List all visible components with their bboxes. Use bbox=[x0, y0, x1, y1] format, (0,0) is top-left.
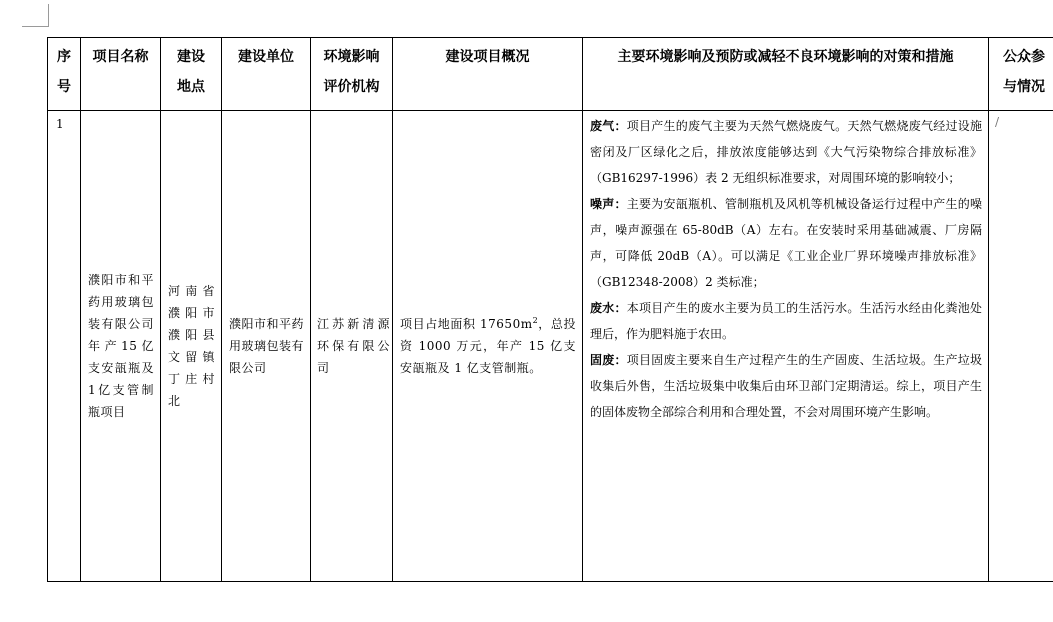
header-summary: 建设项目概况 bbox=[393, 38, 583, 111]
header-measures: 主要环境影响及预防或减轻不良环境影响的对策和措施 bbox=[583, 38, 989, 111]
header-no: 序 号 bbox=[48, 38, 81, 111]
cell-eval-org: 江苏新清源环保有限公司 bbox=[311, 111, 393, 582]
header-project-name: 项目名称 bbox=[81, 38, 161, 111]
cell-construction-unit: 濮阳市和平药用玻璃包装有限公司 bbox=[222, 111, 311, 582]
page-corner-mark-horizontal bbox=[22, 26, 48, 27]
page-corner-mark-vertical bbox=[48, 4, 49, 27]
cell-no: 1 bbox=[48, 111, 81, 582]
cell-location: 河南省濮阳市濮阳县文留镇丁庄村北 bbox=[161, 111, 222, 582]
table-row bbox=[48, 111, 1053, 582]
measure-solid-waste: 固废：项目固废主要来自生产过程产生的生产固废、生活垃圾。生产垃圾收集后外售，生活垃圾集中收集后由环卫部门定期清运。综上，项目产生的固体废物全部综合利用和合理处置，不会对周围环境产生影响。 bbox=[590, 353, 982, 419]
header-eval-org: 环境影响 评价机构 bbox=[311, 38, 393, 111]
header-row bbox=[48, 38, 1053, 111]
cell-project-name: 濮阳市和平药用玻璃包装有限公司年产15亿支安瓿瓶及1亿支管制瓶项目 bbox=[81, 111, 161, 582]
cell-summary: 项目占地面积 $17650m^2$，总投资 1000 万元，年产 15 亿支安瓿瓶及 1 亿支管制瓶。 bbox=[393, 111, 583, 582]
header-public: 公众参 与情况 bbox=[989, 38, 1053, 111]
measure-waste-water: 废水：本项目产生的废水主要为员工的生活污水。生活污水经由化粪池处理后，作为肥料施于农田。 bbox=[590, 301, 982, 341]
header-construction-unit: 建设单位 bbox=[222, 38, 311, 111]
header-location: 建设 地点 bbox=[161, 38, 222, 111]
cell-public: / bbox=[989, 111, 1053, 582]
eia-table bbox=[47, 37, 1053, 582]
measure-waste-gas: 废气：项目产生的废气主要为天然气燃烧废气。天然气燃烧废气经过设施密闭及厂区绿化之后，排放浓度能够达到《大气污染物综合排放标准》（GB16297-1996）表 2 无组织标准要求，对周围环境的影响较小； bbox=[590, 119, 982, 185]
measure-noise: 噪声：主要为安瓿瓶机、管制瓶机及风机等机械设备运行过程中产生的噪声，噪声源强在 65-80dB（A）左右。在安装时采用基础减震、厂房隔声，可降低 20dB（A）。可以满足《工业企业厂界环境噪声排放标准》（GB12348-2008）2 类标准； bbox=[590, 197, 982, 289]
cell-measures bbox=[583, 111, 989, 582]
